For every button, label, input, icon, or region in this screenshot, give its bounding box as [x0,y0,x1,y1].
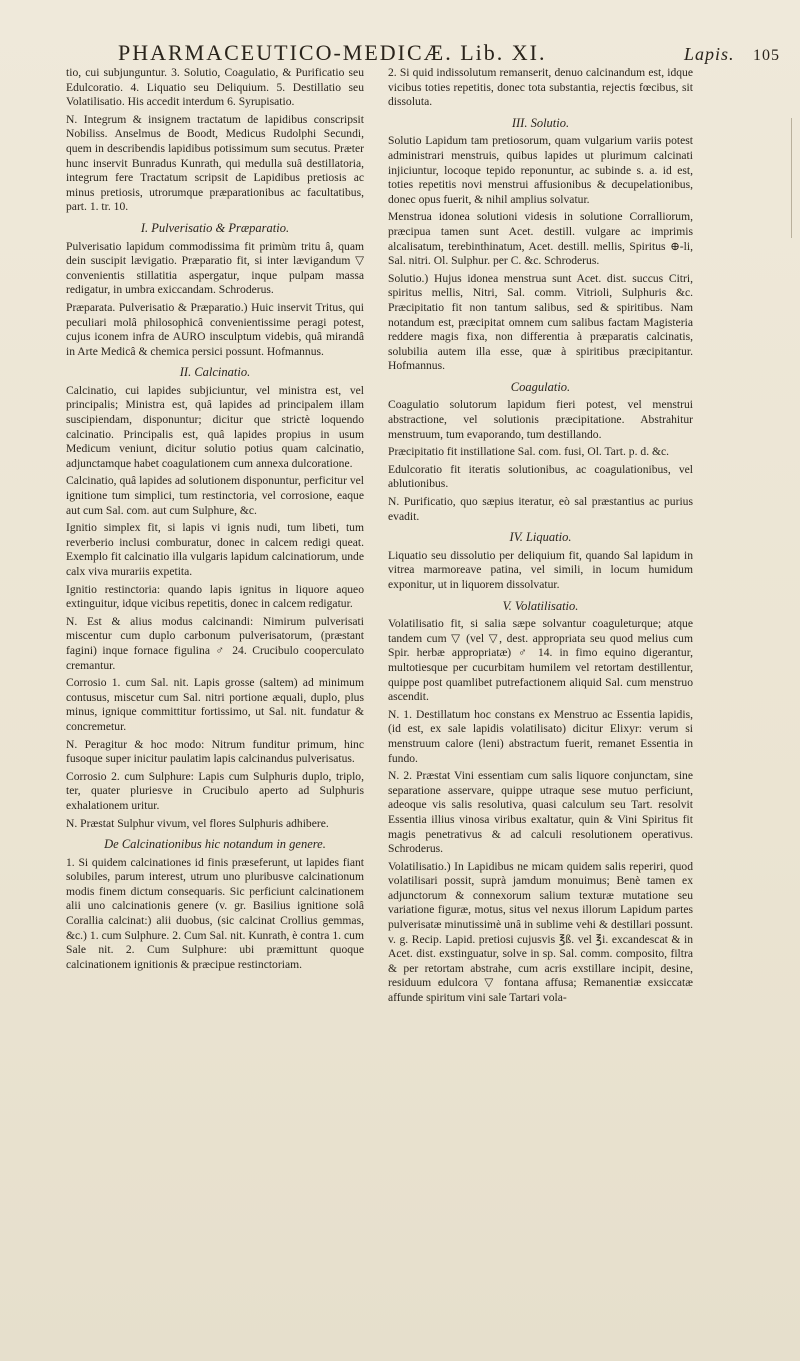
paragraph: 1. Si quidem calcinationes id finis præseferunt, ut lapides fiant solubiles, parum interest, utrum uno pluribusve calcinationum modis finem dictum consequaris. Sic perficiunt calcinationem alii uno calcinationis genere (v. gr. Basilius ignitione solâ Corallia calcinat:) alii duobus, (sic calcinat Crollius gemmas, &c.) 1. cum Sulphure. 2. Cum Sal. nit. Kunrath, è contra 1. cum Sale nit. 2. Cum Sulphure: ubi præmittunt quoque calcinationem ignitionis & præcipue restinctoriam. [66,855,364,971]
paragraph: 2. Si quid indissolutum remanserit, denuo calcinandum est, idque vicibus toties repetitis, donec tota substantia, rejectis fœcibus, sit dissoluta. [388,66,693,109]
section-heading: Coagulatio. [510,379,571,394]
running-head [118,40,780,66]
paragraph: Volatilisatio fit, si salia sæpe solvantur coaguleturque; atque tandem cum ▽ (vel ▽, dest. appropriata seu quod melius cum Spir. herbæ appropriatæ) ♂ 14. in fimo equino digerantur, multotiesque per cucurbitam humilem vel retortam destillentur, quippe post quamlibet putrefactionem aliquid Sal. cum menstruo ascendit. [388,617,693,704]
page-edge-mark [791,118,792,238]
paragraph: Præcipitatio fit instillatione Sal. com. fusi, Ol. Tart. p. d. &c. [388,445,670,459]
paragraph: Calcinatio, cui lapides subjiciuntur, vel ministra est, vel principalis; Ministra est, quâ lapides ad principalem illam suscipiendam, disponuntur; dicitur que strictè loquendo calcinatio. Principalis est, quâ lapides propius in usum Medicum veniunt, dicitur solutio potius quam calcinatio, adjunctamque habet coagulationem cum annexa dulcoratione. [66,383,364,470]
paragraph: Præparata. Pulverisatio & Præparatio.) Huic inservit Tritus, qui peculiari molâ philosophicâ convenientissime peragi potest, cujus iconem infra de AURO insculptum videbis, quâ mirandâ in Arte Medicâ & chemica persici possunt. Hofmannus. [66,300,364,358]
paragraph: Liquatio seu dissolutio per deliquium fit, quando Sal lapidum in vitrea marmoreave patina, vel simili, in locum humidum exponitur, ut in liquorem dissolvatur. [388,548,693,591]
page-number: 105 [753,47,780,64]
paragraph: Volatilisatio.) In Lapidibus ne micam quidem salis reperiri, quod volatilisari possit, suprà jamdum monuimus; Benè tamen ex adjunctorum & connexorum salium texturæ mutatione seu variatione figuræ, motus, situs vel nexus illorum Lapidum partes pulverisatæ minutissimè unâ in sublime vehi & destillari possunt. v. g. Recip. Lapid. pretiosi cujusvis ℥ß. vel ℥i. excandescat & in Acet. dist. exstinguatur, solve in sp. Sal. comm. composito, filtra & per retortam abstrahe, cum acris exstillare incipit, desine, residuum edulcora ▽ fontana affusa; Remanentiæ exsiccatæ affunde spiritum vini sale Tartari vola- [388,859,693,1005]
paragraph: N. Purificatio, quo sæpius iteratur, eò sal præstantius ac purius evadit. [388,495,693,523]
paragraph: Coagulatio solutorum lapidum fieri potest, vel menstrui abstractione, vel solutionis præcipitatione. Abstrahitur menstruum, tum evaporando, tum destillando. [388,398,693,441]
section-heading: V. Volatilisatio. [502,598,579,613]
section-heading: De Calcinationibus hic notandum in genere. [104,837,326,852]
paragraph: tio, cui subjunguntur. 3. Solutio, Coagulatio, & Purificatio seu Edulcoratio. 4. Liquatio seu Deliquium. 5. Destillatio seu Volatilisatio. His accedit interdum 6. Syrupisatio. [66,66,364,109]
section-title: Lapis. [683,44,735,64]
section-heading: I. Pulverisatio & Præparatio. [140,220,290,235]
paragraph: Edulcoratio fit iteratis solutionibus, ac coagulationibus, vel ablutionibus. [388,462,693,491]
paragraph: Corrosio 2. cum Sulphure: Lapis cum Sulphuris duplo, triplo, ter, quater pluriesve in Crucibulo aperto ad Sulphuris exhalationem uritur. [66,769,364,812]
paragraph: N. Integrum & insignem tractatum de lapidibus conscripsit Nobiliss. Anselmus de Boodt, Medicus Rudolphi Secundi, quem in describendis lapidibus potissimum sum secutus. Præter hunc inservit Bunradus Kunrath, qui medulla suâ destillatoria, integrum fere Tractatum scripsit de Lapidibus pretiosis ac minus pretiosis, utrorumque præparationibus ac facultatibus, part. 1. tr. 10. [66,112,364,214]
section-heading: II. Calcinatio. [179,365,251,380]
paragraph: Solutio Lapidum tam pretiosorum, quam vulgarium variis potest administrari menstruis, quibus lapides ut plurimum calcinati injiciuntur, locoque tepido reponuntur, ac subinde s. a. id est, toties repetitis novi menstrui affusionibus & decupelationibus, donec opus fuerit, & nihil amplius solvatur. [388,134,693,206]
paragraph: N. Peragitur & hoc modo: Nitrum funditur primum, hinc fusoque super inicitur paulatim lapis calcinandus pulverisatus. [66,737,364,766]
left-column [66,66,364,975]
paragraph: Corrosio 1. cum Sal. nit. Lapis grosse (saltem) ad minimum contusus, miscetur cum Sal. nitri portione æquali, duplo, plus minus, ignique committitur fortissimo, ut Sal. nit. fundatur & concremetur. [66,676,364,733]
paragraph: N. 2. Præstat Vini essentiam cum salis liquore conjunctam, sine separatione asservare, quippe utraque sese mutuo perficiunt, adeoque vis salis resolutiva, quasi calculum seu Tart. resolvit Essentia illius vinosa viribus exaltatur, quin & Vini Spiritus fit magis penetrativus & ad calculi resolutionem operativus. Schroderus. [388,769,693,856]
paragraph: Ignitio restinctoria: quando lapis ignitus in liquore aqueo extinguitur, idque vicibus repetitis, donec in calcem redigatur. [66,582,364,611]
paragraph: Ignitio simplex fit, si lapis vi ignis nudi, tum libeti, tum reverberio inclusi comburatur, donec in calcem redigi queat. Exemplo fit calcinatio illa vulgaris lapidum calcinatiorum, unde calx viva murariis expetita. [66,521,364,578]
paragraph: Solutio.) Hujus idonea menstrua sunt Acet. dist. succus Citri, spiritus mellis, Nitri, Sal. comm. Vitrioli, Sulphuris &c. Præcipitatio fit non tantum salibus, sed & spiritibus. Nam notandum est, præcipitat omnem cum salibus factam Magisteria reddere magis fixa, non differentia à præparatis calcinatis, solubilia autem illa esse, quæ à spiritibus præcipitantur. Hofmannus. [388,271,693,373]
paragraph: N. Est & alius modus calcinandi: Nimirum pulverisati miscentur cum duplo carbonum pulverisatorum, (præstant fagini) inque fornace figulina ♂ 24. Crucibulo cooperculato cremantur. [66,614,364,672]
paragraph: N. Præstat Sulphur vivum, vel flores Sulphuris adhibere. [66,816,329,830]
paragraph: Menstrua idonea solutioni videsis in solutione Corralliorum, præcipua tamen sunt Acet. destill. vulgare ac imprimis alcalisatum, terebinthinatum, Acet. destill. mellis, Spiritus ⊕-li, Sal. nitri. Ol. Sulphur. per C. &c. Schroderus. [388,210,693,268]
paragraph: N. 1. Destillatum hoc constans ex Menstruo ac Essentia lapidis, (id est, ex sale lapidis volatilisato) dicitur Elixyr: verum si menstruum calore (leni) abstractum fuerit, remanet Essentia in fundo. [388,707,693,765]
section-heading: III. Solutio. [511,115,570,130]
running-title: PHARMACEUTICO-MEDICÆ. Lib. XI. [118,40,547,65]
paragraph: Calcinatio, quâ lapides ad solutionem disponuntur, perficitur vel ignitione tum simplici, tum restinctoria, vel corrosione, eaque aut cum Sal. com. aut cum Sulphure, &c. [66,474,365,517]
section-heading: IV. Liquatio. [509,530,572,545]
right-column [388,66,693,1009]
paragraph: Pulverisatio lapidum commodissima fit primùm tritu â, quam dein suscipit lævigatio. Præparatio fit, si inter lævigandum ▽ convenientis stillatitia aspergatur, inque pulpam massa redigatur, in umbra exiccandam. Schroderus. [66,239,364,297]
